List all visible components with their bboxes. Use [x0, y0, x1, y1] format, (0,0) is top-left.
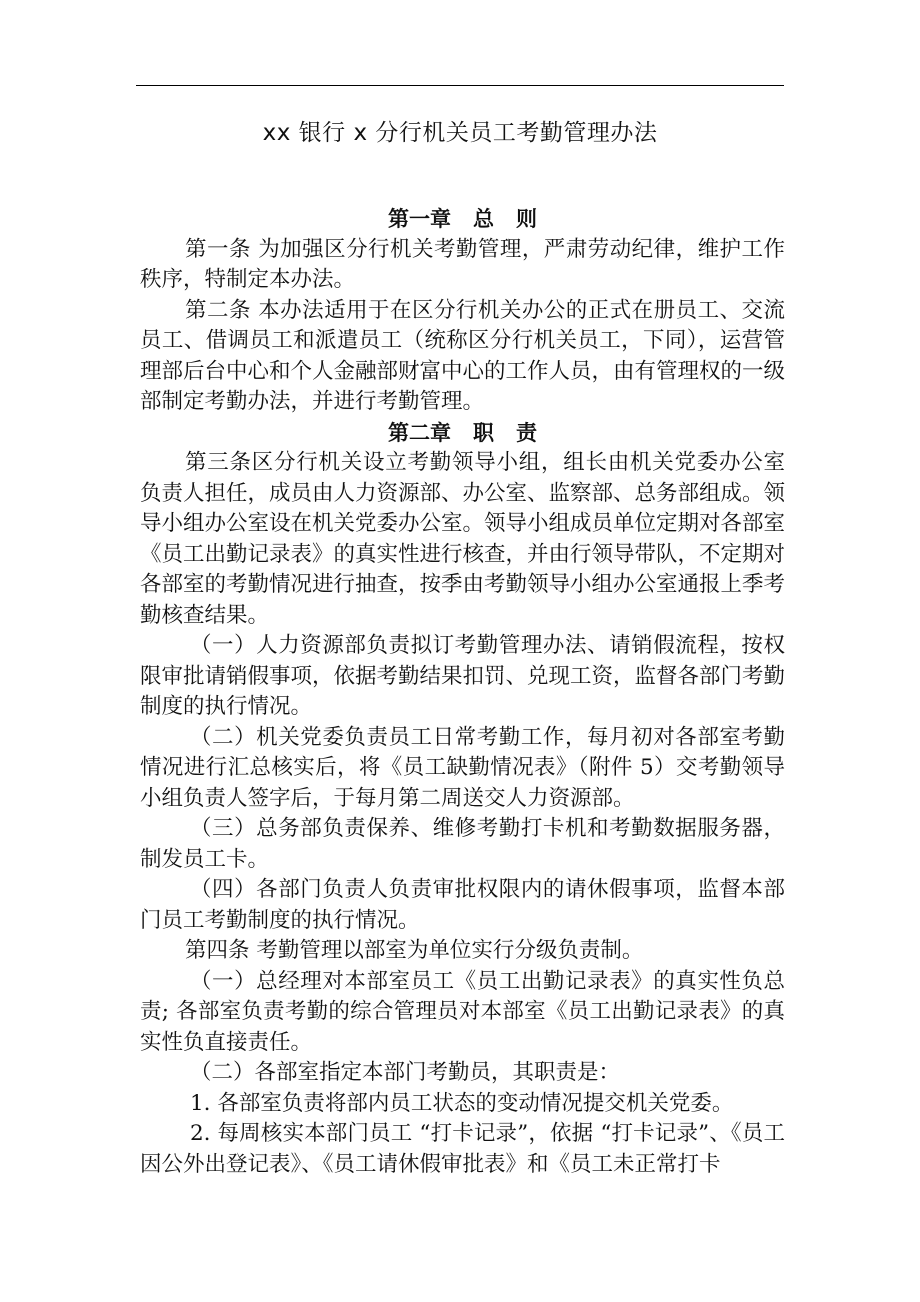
article-3-item-1: （一）人力资源部负责拟订考勤管理办法、请销假流程，按权限审批请销假事项，依据考勤结果扣罚、兑现工资，监督各部门考勤制度的执行情况。 [140, 633, 786, 719]
article-4-item-2: （二）各部室指定本部门考勤员，其职责是： [190, 1060, 621, 1085]
article-4-item-1: （一）总经理对本部室员工《员工出勤记录表》的真实性负总责; 各部室负责考勤的综合管理员对本部室《员工出勤记录表》的真实性负直接责任。 [140, 968, 785, 1055]
article-3-item-4: （四）各部门负责人负责审批权限内的请休假事项，监督本部门员工考勤制度的执行情况。 [140, 877, 785, 933]
article-4-subitem-2: 2. 每周核实本部门员工 “打卡记录”，依据 “打卡记录”、《员工因公外出登记表》、《员工请休假审批表》和《员工未正常打卡 [140, 1121, 785, 1177]
chapter-heading-1 [140, 204, 785, 235]
document-body [140, 204, 785, 1180]
article-3-item-3: （三）总务部负责保养、维修考勤打卡机和考勤数据服务器，制发员工卡。 [140, 816, 785, 872]
chapter-2-name-b: 责 [516, 420, 537, 445]
article-3: 第三条区分行机关设立考勤领导小组，组长由机关党委办公室负责人担任，成员由人力资源部、办公室、监察部、总务部组成。领导小组办公室设在机关党委办公室。领导小组成员单位定期对各部室《员工出勤记录表》的真实性进行核查，并由行领导带队，不定期对各部室的考勤情况进行抽查，按季由考勤领导小组办公室通报上季考勤核查结果。 [140, 450, 786, 628]
chapter-2-name-a: 职 [473, 420, 494, 445]
chapter-1-label: 第一章 [388, 207, 451, 231]
chapter-1-name-a: 总 [473, 207, 494, 231]
article-2: 第二条 本办法适用于在区分行机关办公的正式在册员工、交流员工、借调员工和派遣员工（统称区分行机关员工，下同），运营管理部后台中心和个人金融部财富中心的工作人员，由有管理权的一级部制定考勤办法，并进行考勤管理。 [140, 297, 786, 414]
chapter-heading-2 [140, 418, 785, 449]
header-rule [136, 85, 784, 86]
article-1: 第一条 为加强区分行机关考勤管理，严肃劳动纪律，维护工作秩序，特制定本办法。 [140, 236, 785, 292]
chapter-2-label: 第二章 [388, 420, 451, 445]
article-3-item-2: （二）机关党委负责员工日常考勤工作，每月初对各部室考勤情况进行汇总核实后，将《员工缺勤情况表》（附件 5）交考勤领导小组负责人签字后，于每月第二周送交人力资源部。 [140, 724, 785, 811]
document-title: xx 银行 x 分行机关员工考勤管理办法 [262, 120, 658, 146]
article-4-subitem-1: 1. 各部室负责将部内员工状态的变动情况提交机关党委。 [190, 1090, 734, 1116]
article-4: 第四条 考勤管理以部室为单位实行分级负责制。 [185, 938, 644, 963]
chapter-1-name-b: 则 [516, 207, 537, 231]
